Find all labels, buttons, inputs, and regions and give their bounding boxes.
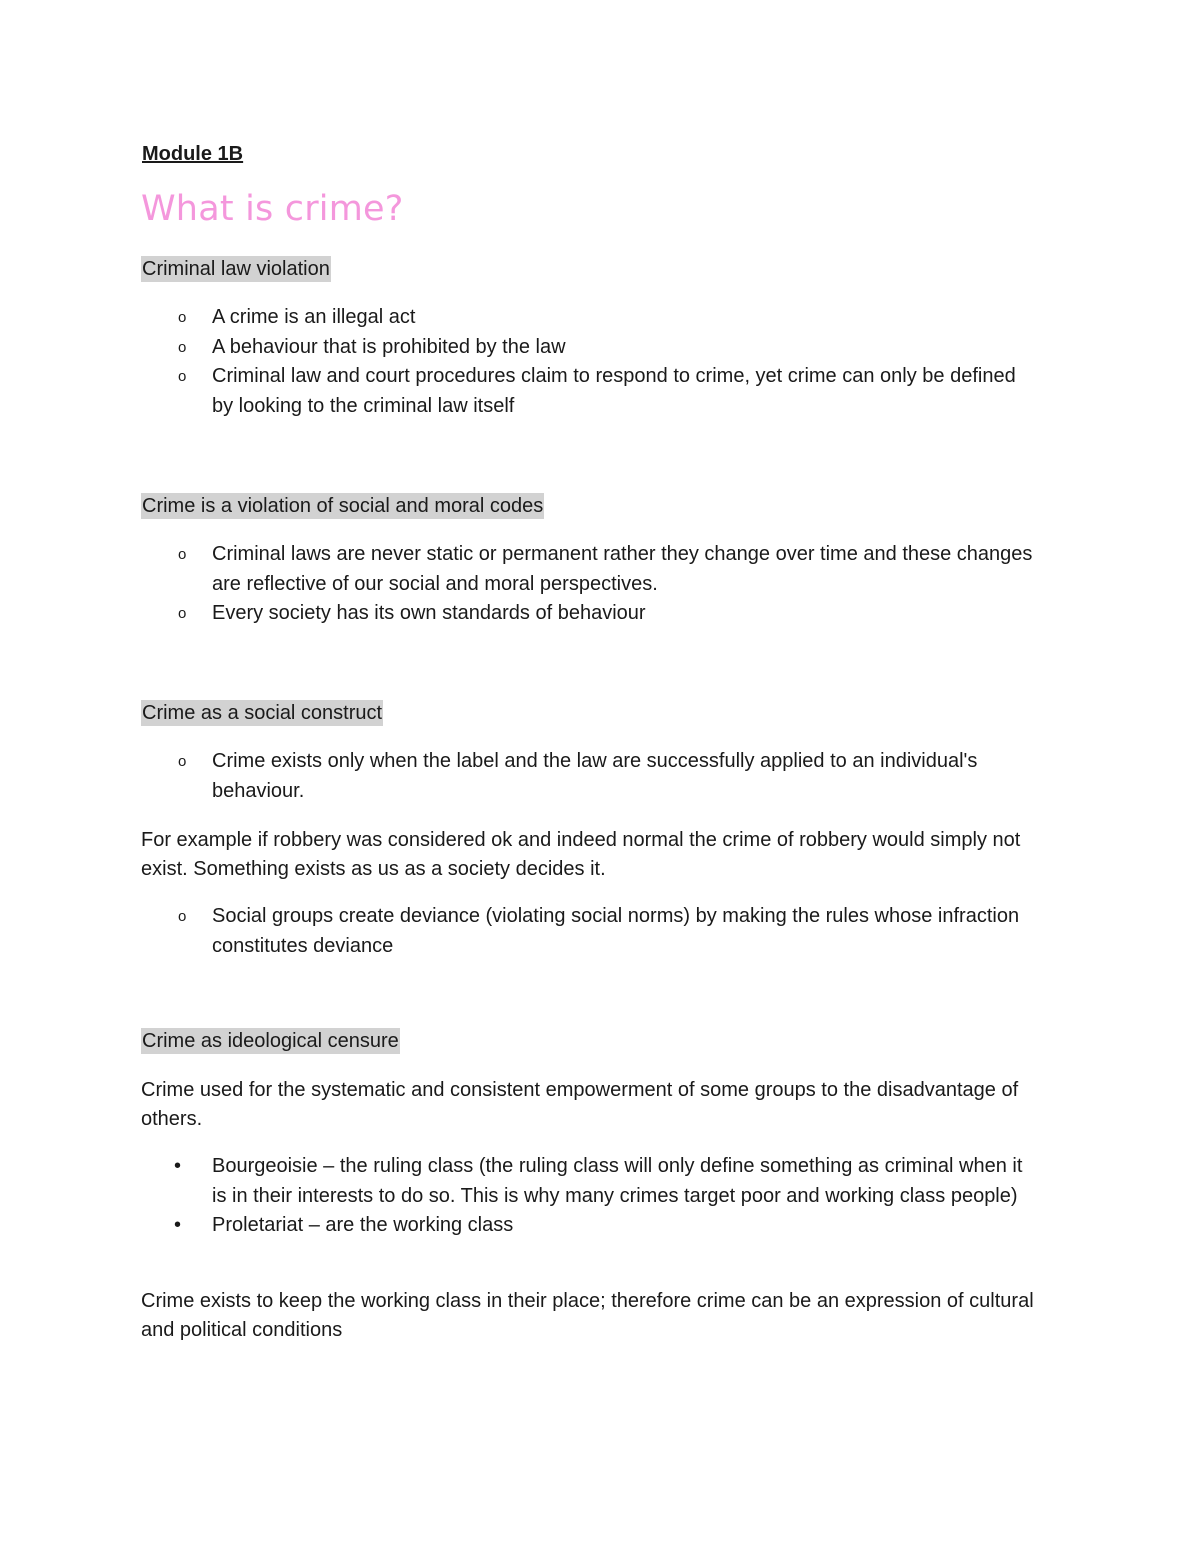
main-heading: What is crime?	[141, 189, 404, 229]
list-item-text: A crime is an illegal act	[212, 306, 416, 328]
list-item-text: Social groups create deviance (violating social norms) by making the rules whose infraction constitutes deviance	[212, 905, 1020, 957]
robbery-example-paragraph: For example if robbery was considered ok and indeed normal the crime of robbery would simply not exist. Something exists as us as a society decides it.	[141, 829, 1021, 880]
circle-bullet-icon: o	[178, 605, 187, 622]
circle-bullet-icon: o	[178, 753, 187, 770]
circle-bullet-icon: o	[178, 908, 187, 925]
list-item-text: Criminal laws are never static or permanent rather they change over time and these changes are reflective of our social and moral perspectives.	[212, 543, 1033, 595]
social-construct-list-b	[0, 902, 1042, 961]
section-heading-ideological-censure: Crime as ideological censure	[142, 1030, 399, 1052]
round-bullet-icon: •	[174, 1155, 182, 1177]
list-item	[0, 902, 1042, 961]
list-item-text: Every society has its own standards of behaviour	[212, 602, 646, 624]
list-item	[0, 362, 1042, 421]
list-item	[0, 599, 1042, 629]
list-item	[0, 1152, 1042, 1211]
round-bullet-icon: •	[174, 1214, 182, 1236]
module-title: Module 1B	[142, 143, 244, 165]
social-moral-list	[0, 540, 1042, 629]
circle-bullet-icon: o	[178, 309, 187, 326]
list-item-text: A behaviour that is prohibited by the law	[212, 335, 566, 358]
circle-bullet-icon: o	[178, 338, 187, 356]
ideological-outro-paragraph: Crime exists to keep the working class in their place; therefore crime can be an expression of cultural and political conditions	[141, 1290, 1034, 1341]
ideological-intro-paragraph: Crime used for the systematic and consistent empowerment of some groups to the disadvantage of others.	[141, 1079, 1019, 1130]
list-item	[0, 333, 1042, 363]
list-item	[0, 540, 1042, 599]
criminal-law-list	[0, 303, 1042, 421]
section-heading-criminal-law-violation: Criminal law violation	[142, 258, 330, 280]
circle-bullet-icon: o	[178, 546, 187, 563]
list-item-text: Crime exists only when the label and the law are successfully applied to an individual's behaviour.	[212, 750, 978, 802]
list-item	[0, 303, 1042, 333]
class-bullet-list	[0, 1152, 1042, 1241]
list-item	[0, 1211, 1042, 1241]
section-heading-social-moral-codes: Crime is a violation of social and moral codes	[142, 495, 544, 517]
section-heading-social-construct: Crime as a social construct	[142, 702, 383, 724]
circle-bullet-icon: o	[178, 368, 187, 385]
list-item-text: Bourgeoisie – the ruling class (the ruling class will only define something as criminal when it is in their interests to do so. This is why many crimes target poor and working class people)	[212, 1155, 1023, 1207]
social-construct-list-a	[0, 747, 1042, 806]
list-item-text: Criminal law and court procedures claim to respond to crime, yet crime can only be defined by looking to the criminal law itself	[212, 365, 1016, 417]
list-item	[0, 747, 1042, 806]
list-item-text: Proletariat – are the working class	[212, 1214, 514, 1236]
